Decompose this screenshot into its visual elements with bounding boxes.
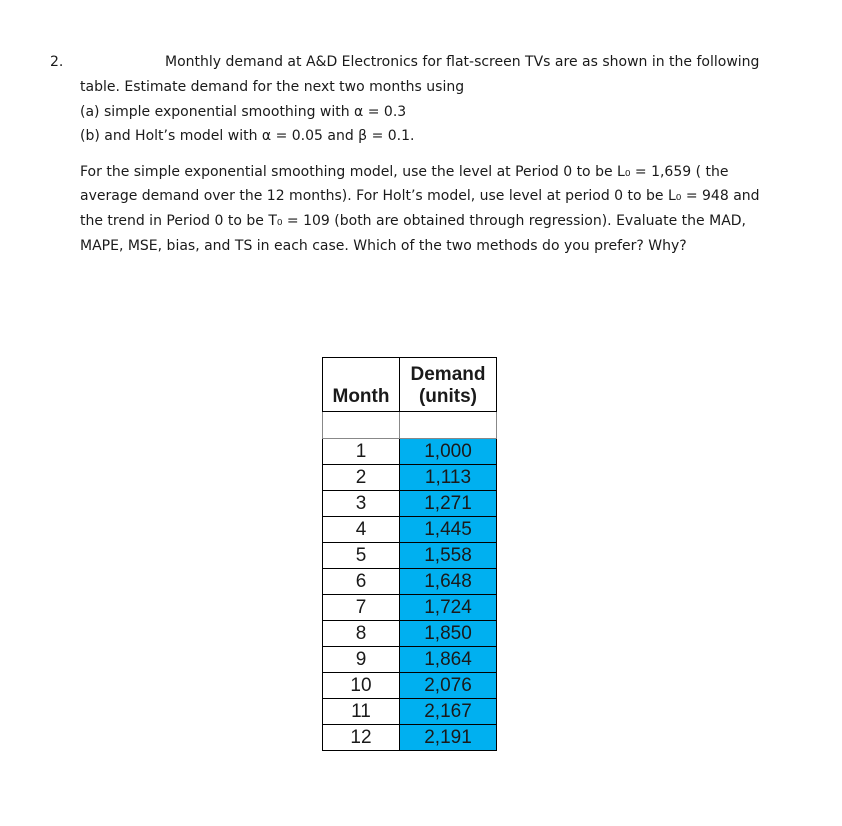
demand-cell: 1,113 xyxy=(400,465,497,491)
demand-column-header xyxy=(400,358,497,412)
demand-cell: 1,864 xyxy=(400,647,497,673)
spacer-cell xyxy=(400,412,497,439)
part-b-text: (b) and Holt’s model with α = 0.05 and β = 0.1. xyxy=(80,128,415,144)
month-cell: 6 xyxy=(323,569,400,595)
intro-line-1: Monthly demand at A&D Electronics for flat-screen TVs are as shown in the following xyxy=(165,54,760,70)
month-cell: 11 xyxy=(323,699,400,725)
table-row xyxy=(323,543,497,569)
part-a-text: (a) simple exponential smoothing with α = 0.3 xyxy=(80,104,407,120)
month-cell: 1 xyxy=(323,439,400,465)
table-row xyxy=(323,439,497,465)
table-row xyxy=(323,699,497,725)
table-row xyxy=(323,621,497,647)
demand-cell: 1,271 xyxy=(400,491,497,517)
demand-cell: 2,191 xyxy=(400,725,497,751)
table-row xyxy=(323,673,497,699)
demand-cell: 1,000 xyxy=(400,439,497,465)
demand-cell: 1,850 xyxy=(400,621,497,647)
month-cell: 7 xyxy=(323,595,400,621)
month-cell: 8 xyxy=(323,621,400,647)
demand-cell: 1,648 xyxy=(400,569,497,595)
para-line-4: MAPE, MSE, bias, and TS in each case. Which of the two methods do you prefer? Why? xyxy=(80,238,687,254)
table-header-row xyxy=(323,358,497,412)
table-row xyxy=(323,569,497,595)
para-line-3: the trend in Period 0 to be T₀ = 109 (both are obtained through regression). Evaluate the MAD, xyxy=(80,213,746,229)
table-spacer-row xyxy=(323,412,497,439)
month-column-header: Month xyxy=(323,358,400,412)
table-row xyxy=(323,465,497,491)
month-cell: 4 xyxy=(323,517,400,543)
table-row xyxy=(323,595,497,621)
spacer-cell xyxy=(323,412,400,439)
month-cell: 3 xyxy=(323,491,400,517)
demand-cell: 2,167 xyxy=(400,699,497,725)
table-row xyxy=(323,647,497,673)
table-row xyxy=(323,517,497,543)
month-cell: 5 xyxy=(323,543,400,569)
demand-header-line-1: Demand xyxy=(410,364,486,385)
month-cell: 12 xyxy=(323,725,400,751)
month-cell: 10 xyxy=(323,673,400,699)
intro-line-2: table. Estimate demand for the next two months using xyxy=(80,79,465,95)
demand-cell: 1,445 xyxy=(400,517,497,543)
problem-number: 2. xyxy=(50,54,64,70)
month-cell: 2 xyxy=(323,465,400,491)
table-row xyxy=(323,725,497,751)
demand-cell: 1,724 xyxy=(400,595,497,621)
para-line-2: average demand over the 12 months). For Holt’s model, use level at period 0 to be L₀ = 948 and xyxy=(80,188,760,204)
month-cell: 9 xyxy=(323,647,400,673)
demand-cell: 1,558 xyxy=(400,543,497,569)
demand-cell: 2,076 xyxy=(400,673,497,699)
demand-header-line-2: (units) xyxy=(418,386,478,407)
para-line-1: For the simple exponential smoothing model, use the level at Period 0 to be L₀ = 1,659 ( the xyxy=(80,164,729,180)
table-row xyxy=(323,491,497,517)
demand-table xyxy=(322,357,497,751)
